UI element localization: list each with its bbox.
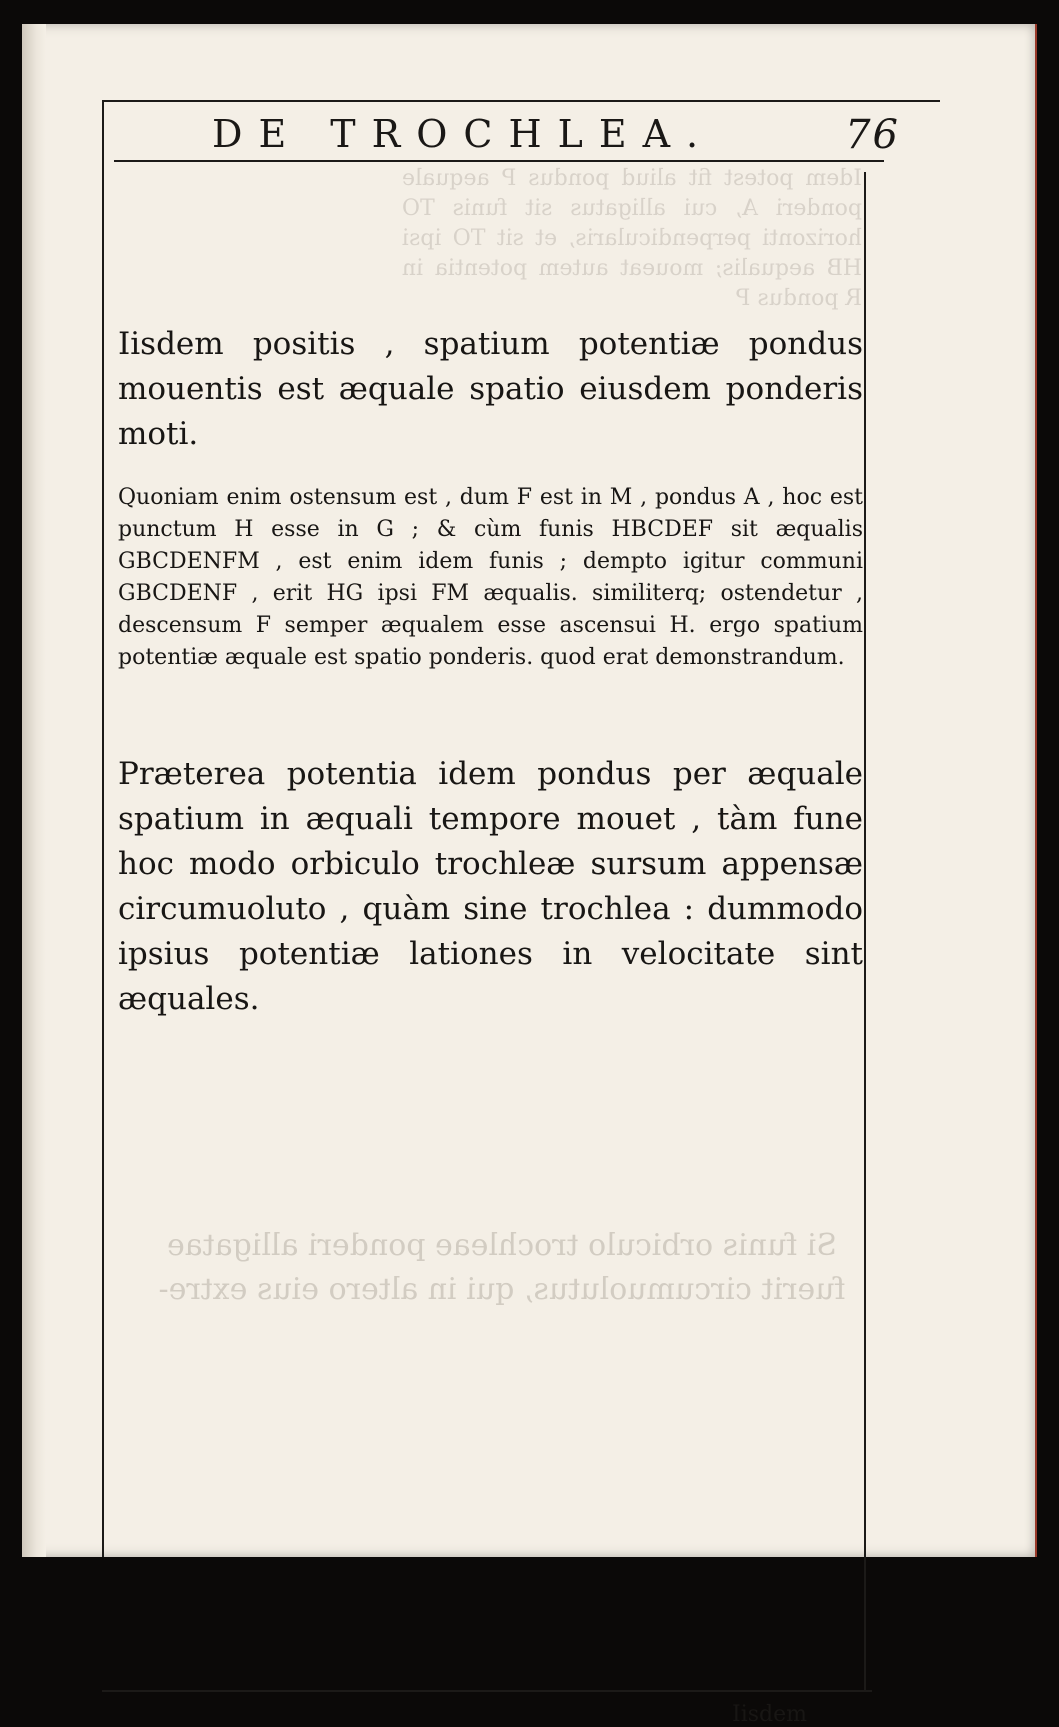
catchword: Iisdem: [732, 1702, 807, 1727]
book-page: [22, 24, 1037, 1727]
proposition-statement: Iisdem positis , spatium potentiæ pondus mouentis est æquale spatio eiusdem ponderis moti.: [118, 326, 863, 452]
page-number: 76: [845, 112, 900, 158]
bleed-through-text: Idem potest fit aliud pondus P aequale ponderi A, cui alligatus sit funis TO horizonti perpendicularis, et sit TO ipsi HB aequalis; moueat autem potentia in R pondus P: [402, 166, 862, 311]
bleed-through-heading: Si funis orbiculo trochleae ponderi alligatae fuerit circumuolutus, qui in altero eius extre-: [158, 1228, 846, 1307]
corollary-paragraph: Præterea potentia idem pondus per æquale spatium in æquali tempore mouet , tàm fune hoc modo orbiculo trochleæ sursum appensæ circumuoluto , quàm sine trochlea : dummodo ipsius potentiæ lationes in velocitate sint æquales.: [118, 756, 863, 1017]
column-right-rule: [864, 172, 866, 1692]
running-head-title: DE TROCHLEA.: [212, 112, 715, 156]
page-gutter: [22, 24, 46, 1557]
running-head: [212, 112, 900, 158]
frame-top-rule: [102, 100, 940, 102]
footer-rule: [102, 1690, 872, 1692]
demonstration-paragraph: Quoniam enim ostensum est , dum F est in M , pondus A , hoc est punctum H esse in G ; & cùm funis HBCDEF sit æqualis GBCDENFM , est enim idem funis ; dempto igitur communi GBCDENF , erit HG ipsi FM æqualis. similiterq; ostendetur , descensum F semper æqualem esse ascensui H. ergo spatium potentiæ æquale est spatio ponderis. quod erat demonstrandum.: [118, 485, 863, 670]
frame-left-rule: [102, 100, 104, 1557]
header-rule: [114, 160, 884, 162]
